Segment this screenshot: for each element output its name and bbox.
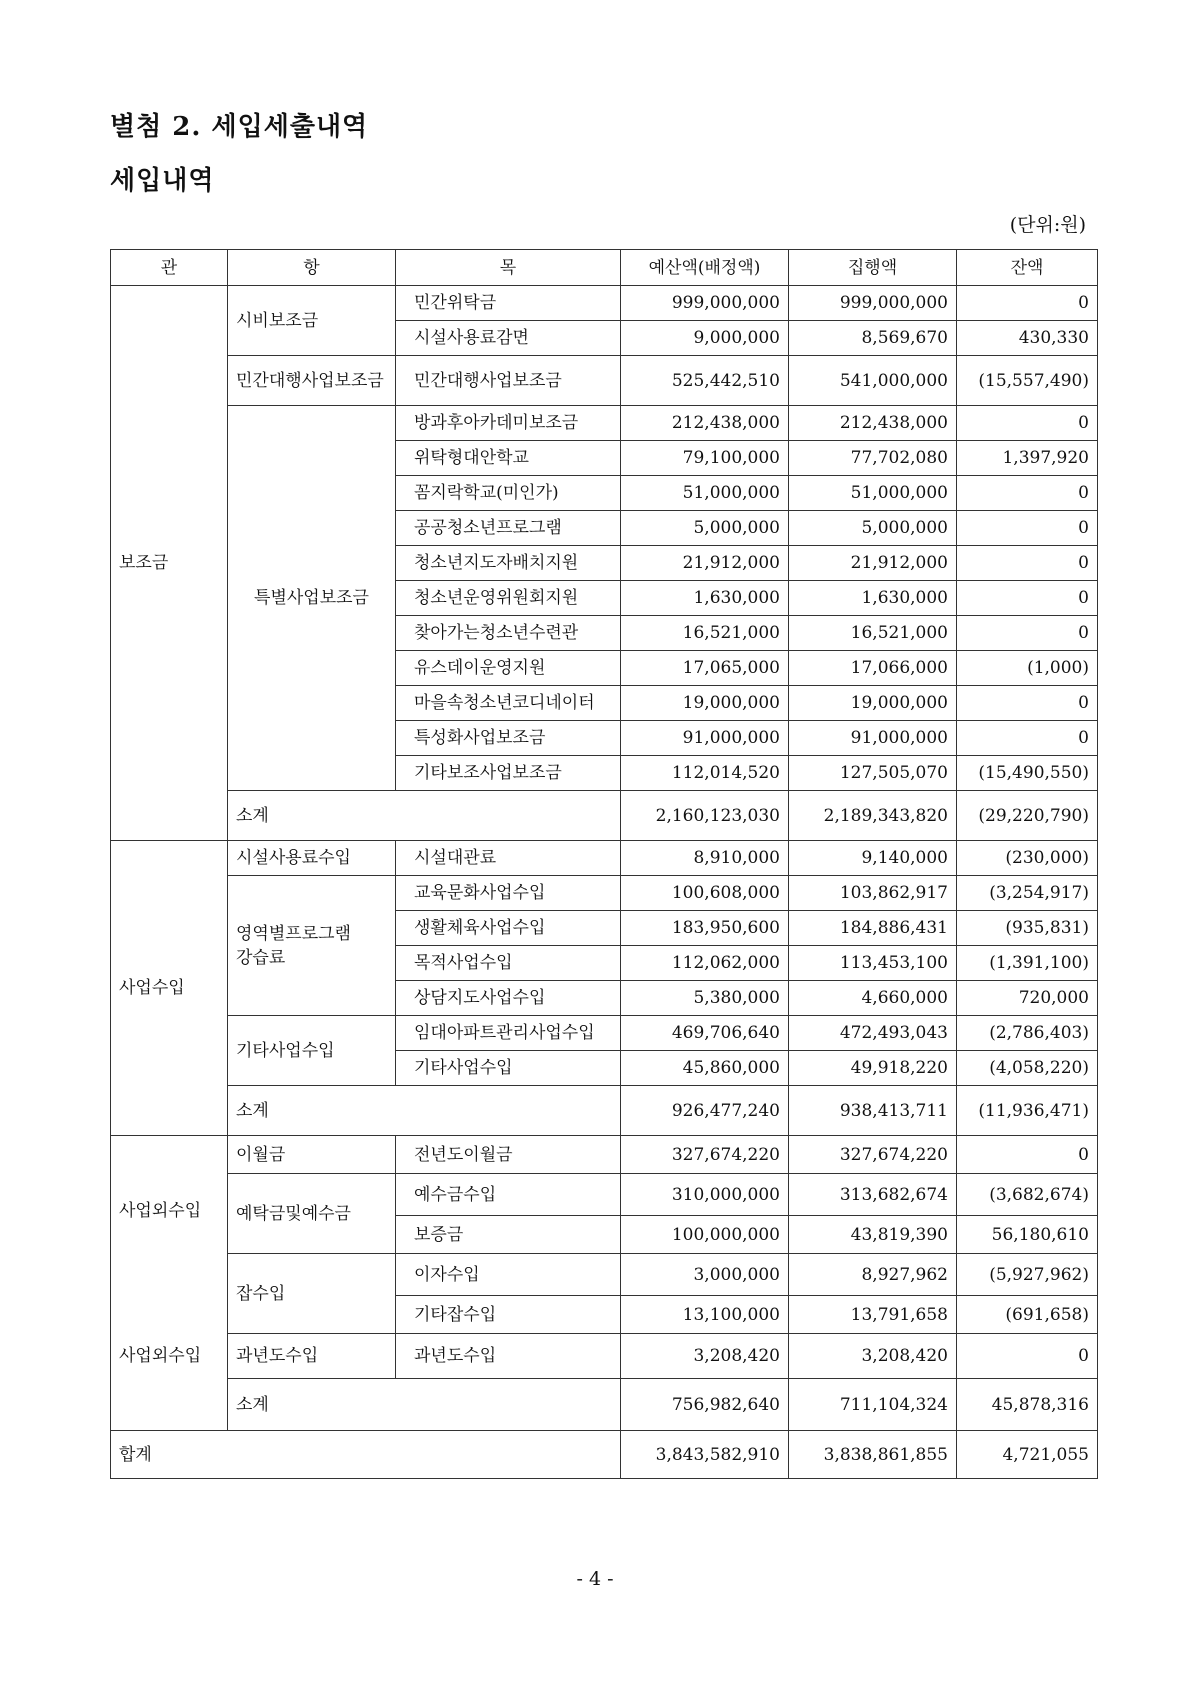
table-header-row <box>111 250 1098 286</box>
budget-cell: 310,000,000 <box>621 1174 789 1216</box>
header-balance: 잔액 <box>957 250 1098 286</box>
budget-cell: 9,000,000 <box>621 321 789 356</box>
hang-cell: 잡수입 <box>228 1254 396 1334</box>
table-row <box>111 876 1098 911</box>
revenue-table <box>110 249 1098 1479</box>
balance-cell: 0 <box>957 721 1098 756</box>
mok-cell: 상담지도사업수입 <box>396 981 621 1016</box>
subtotal-row <box>111 1086 1098 1136</box>
budget-cell: 79,100,000 <box>621 441 789 476</box>
header-mok: 목 <box>396 250 621 286</box>
balance-cell: 1,397,920 <box>957 441 1098 476</box>
exec-cell: 3,208,420 <box>789 1334 957 1379</box>
subtotal-budget: 926,477,240 <box>621 1086 789 1136</box>
balance-cell: (1,391,100) <box>957 946 1098 981</box>
exec-cell: 4,660,000 <box>789 981 957 1016</box>
balance-cell: 430,330 <box>957 321 1098 356</box>
balance-cell: 0 <box>957 1334 1098 1379</box>
budget-cell: 19,000,000 <box>621 686 789 721</box>
balance-cell: 0 <box>957 406 1098 441</box>
balance-cell: 0 <box>957 286 1098 321</box>
hang-cell: 시설사용료수입 <box>228 841 396 876</box>
mok-cell: 생활체육사업수입 <box>396 911 621 946</box>
budget-cell: 112,014,520 <box>621 756 789 791</box>
header-gwan: 관 <box>111 250 228 286</box>
table-row <box>111 286 1098 321</box>
mok-cell: 기타보조사업보조금 <box>396 756 621 791</box>
mok-cell: 민간대행사업보조금 <box>396 356 621 406</box>
exec-cell: 19,000,000 <box>789 686 957 721</box>
hang-cell: 이월금 <box>228 1136 396 1174</box>
gwan-cell-non-business <box>111 1136 228 1431</box>
hang-line: 강습료 <box>236 947 286 968</box>
mok-cell: 마을속청소년코디네이터 <box>396 686 621 721</box>
exec-cell: 21,912,000 <box>789 546 957 581</box>
table-row <box>111 1136 1098 1174</box>
table-row <box>111 841 1098 876</box>
exec-cell: 184,886,431 <box>789 911 957 946</box>
table-row <box>111 1174 1098 1216</box>
mok-cell: 찾아가는청소년수련관 <box>396 616 621 651</box>
balance-cell: 0 <box>957 581 1098 616</box>
balance-cell: (4,058,220) <box>957 1051 1098 1086</box>
budget-cell: 100,000,000 <box>621 1216 789 1254</box>
balance-cell: (3,682,674) <box>957 1174 1098 1216</box>
mok-cell: 보증금 <box>396 1216 621 1254</box>
exec-cell: 51,000,000 <box>789 476 957 511</box>
budget-cell: 91,000,000 <box>621 721 789 756</box>
subtotal-exec: 2,189,343,820 <box>789 791 957 841</box>
header-hang: 항 <box>228 250 396 286</box>
exec-cell: 8,569,670 <box>789 321 957 356</box>
budget-cell: 327,674,220 <box>621 1136 789 1174</box>
balance-cell: 0 <box>957 616 1098 651</box>
budget-cell: 212,438,000 <box>621 406 789 441</box>
exec-cell: 43,819,390 <box>789 1216 957 1254</box>
hang-cell: 시비보조금 <box>228 286 396 356</box>
exec-cell: 212,438,000 <box>789 406 957 441</box>
balance-cell: 0 <box>957 476 1098 511</box>
gwan-cell-business: 사업수입 <box>111 841 228 1136</box>
budget-cell: 1,630,000 <box>621 581 789 616</box>
mok-cell: 기타사업수입 <box>396 1051 621 1086</box>
hang-cell: 특별사업보조금 <box>228 406 396 791</box>
gwan-line: 사업외수입 <box>119 1345 202 1366</box>
budget-cell: 183,950,600 <box>621 911 789 946</box>
exec-cell: 313,682,674 <box>789 1174 957 1216</box>
mok-cell: 꼼지락학교(미인가) <box>396 476 621 511</box>
total-label: 합계 <box>111 1431 621 1479</box>
exec-cell: 9,140,000 <box>789 841 957 876</box>
balance-cell: (15,557,490) <box>957 356 1098 406</box>
total-row <box>111 1431 1098 1479</box>
subtotal-row <box>111 1379 1098 1431</box>
subtotal-balance: 45,878,316 <box>957 1379 1098 1431</box>
exec-cell: 91,000,000 <box>789 721 957 756</box>
budget-cell: 8,910,000 <box>621 841 789 876</box>
budget-cell: 525,442,510 <box>621 356 789 406</box>
mok-cell: 유스데이운영지원 <box>396 651 621 686</box>
document-title: 별첨 2. 세입세출내역 <box>110 112 369 142</box>
budget-cell: 45,860,000 <box>621 1051 789 1086</box>
balance-cell: (935,831) <box>957 911 1098 946</box>
hang-cell <box>228 876 396 1016</box>
mok-cell: 과년도수입 <box>396 1334 621 1379</box>
hang-cell: 기타사업수입 <box>228 1016 396 1086</box>
budget-cell: 51,000,000 <box>621 476 789 511</box>
table-row <box>111 1334 1098 1379</box>
mok-cell: 특성화사업보조금 <box>396 721 621 756</box>
budget-cell: 469,706,640 <box>621 1016 789 1051</box>
mok-cell: 민간위탁금 <box>396 286 621 321</box>
total-exec: 3,838,861,855 <box>789 1431 957 1479</box>
hang-line: 영역별프로그램 <box>236 923 351 944</box>
balance-cell: (691,658) <box>957 1296 1098 1334</box>
hang-cell: 예탁금및예수금 <box>228 1174 396 1254</box>
budget-cell: 112,062,000 <box>621 946 789 981</box>
mok-cell: 청소년운영위원회지원 <box>396 581 621 616</box>
balance-cell: (1,000) <box>957 651 1098 686</box>
balance-cell: 56,180,610 <box>957 1216 1098 1254</box>
balance-cell: (230,000) <box>957 841 1098 876</box>
subtotal-label: 소계 <box>228 791 621 841</box>
budget-cell: 100,608,000 <box>621 876 789 911</box>
total-budget: 3,843,582,910 <box>621 1431 789 1479</box>
balance-cell: 720,000 <box>957 981 1098 1016</box>
budget-cell: 17,065,000 <box>621 651 789 686</box>
budget-cell: 5,380,000 <box>621 981 789 1016</box>
gwan-cell-subsidy: 보조금 <box>111 286 228 841</box>
exec-cell: 5,000,000 <box>789 511 957 546</box>
mok-cell: 목적사업수입 <box>396 946 621 981</box>
mok-cell: 전년도이월금 <box>396 1136 621 1174</box>
table-row <box>111 1254 1098 1296</box>
subtotal-label: 소계 <box>228 1379 621 1431</box>
gwan-line: 사업외수입 <box>119 1200 202 1221</box>
subtotal-exec: 938,413,711 <box>789 1086 957 1136</box>
exec-cell: 16,521,000 <box>789 616 957 651</box>
subtotal-row <box>111 791 1098 841</box>
budget-cell: 999,000,000 <box>621 286 789 321</box>
page-number: - 4 - <box>576 1568 614 1590</box>
exec-cell: 77,702,080 <box>789 441 957 476</box>
balance-cell: 0 <box>957 546 1098 581</box>
mok-cell: 교육문화사업수입 <box>396 876 621 911</box>
mok-cell: 방과후아카데미보조금 <box>396 406 621 441</box>
balance-cell: (5,927,962) <box>957 1254 1098 1296</box>
table-row <box>111 406 1098 441</box>
exec-cell: 999,000,000 <box>789 286 957 321</box>
table-row <box>111 1016 1098 1051</box>
mok-cell: 공공청소년프로그램 <box>396 511 621 546</box>
mok-cell: 기타잡수입 <box>396 1296 621 1334</box>
budget-cell: 3,208,420 <box>621 1334 789 1379</box>
balance-cell: 0 <box>957 1136 1098 1174</box>
balance-cell: (3,254,917) <box>957 876 1098 911</box>
header-execution: 집행액 <box>789 250 957 286</box>
subtotal-balance: (29,220,790) <box>957 791 1098 841</box>
total-balance: 4,721,055 <box>957 1431 1098 1479</box>
exec-cell: 13,791,658 <box>789 1296 957 1334</box>
mok-cell: 위탁형대안학교 <box>396 441 621 476</box>
hang-cell: 민간대행사업보조금 <box>228 356 396 406</box>
balance-cell: (2,786,403) <box>957 1016 1098 1051</box>
mok-cell: 예수금수입 <box>396 1174 621 1216</box>
exec-cell: 1,630,000 <box>789 581 957 616</box>
balance-cell: 0 <box>957 511 1098 546</box>
exec-cell: 127,505,070 <box>789 756 957 791</box>
budget-cell: 21,912,000 <box>621 546 789 581</box>
exec-cell: 8,927,962 <box>789 1254 957 1296</box>
section-title: 세입내역 <box>110 166 215 196</box>
exec-cell: 49,918,220 <box>789 1051 957 1086</box>
mok-cell: 청소년지도자배치지원 <box>396 546 621 581</box>
mok-cell: 임대아파트관리사업수입 <box>396 1016 621 1051</box>
mok-cell: 시설대관료 <box>396 841 621 876</box>
subtotal-balance: (11,936,471) <box>957 1086 1098 1136</box>
budget-cell: 16,521,000 <box>621 616 789 651</box>
balance-cell: 0 <box>957 686 1098 721</box>
subtotal-budget: 2,160,123,030 <box>621 791 789 841</box>
header-budget: 예산액(배정액) <box>621 250 789 286</box>
budget-cell: 5,000,000 <box>621 511 789 546</box>
table-row <box>111 356 1098 406</box>
budget-cell: 13,100,000 <box>621 1296 789 1334</box>
subtotal-budget: 756,982,640 <box>621 1379 789 1431</box>
subtotal-label: 소계 <box>228 1086 621 1136</box>
unit-label: (단위:원) <box>1009 214 1086 236</box>
exec-cell: 472,493,043 <box>789 1016 957 1051</box>
mok-cell: 시설사용료감면 <box>396 321 621 356</box>
balance-cell: (15,490,550) <box>957 756 1098 791</box>
hang-cell: 과년도수입 <box>228 1334 396 1379</box>
exec-cell: 327,674,220 <box>789 1136 957 1174</box>
exec-cell: 17,066,000 <box>789 651 957 686</box>
budget-cell: 3,000,000 <box>621 1254 789 1296</box>
exec-cell: 103,862,917 <box>789 876 957 911</box>
exec-cell: 113,453,100 <box>789 946 957 981</box>
subtotal-exec: 711,104,324 <box>789 1379 957 1431</box>
exec-cell: 541,000,000 <box>789 356 957 406</box>
mok-cell: 이자수입 <box>396 1254 621 1296</box>
